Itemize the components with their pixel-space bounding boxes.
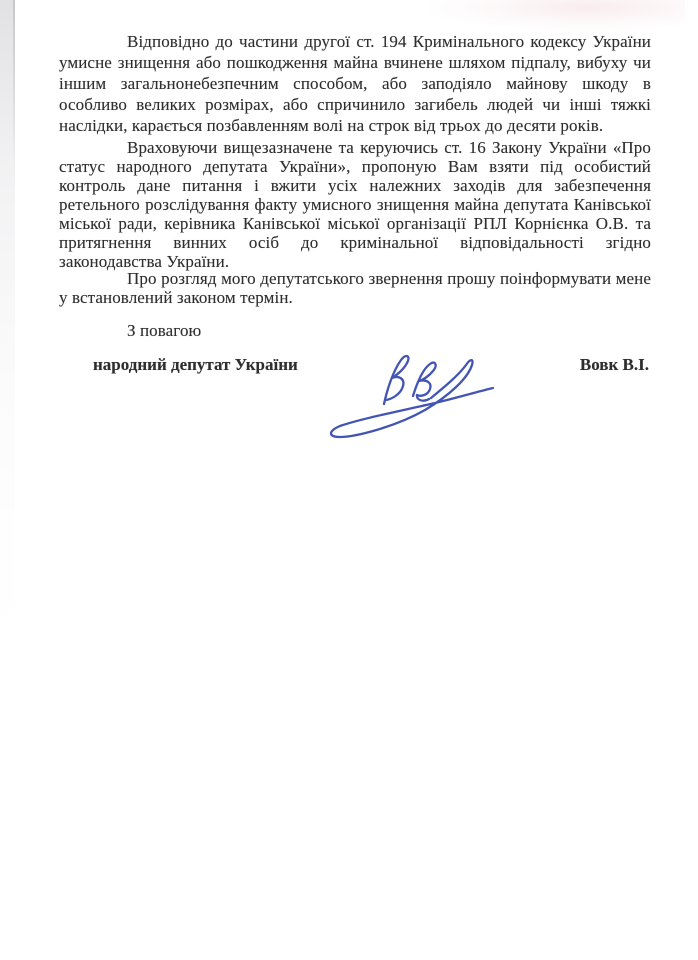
signer-title: народний депутат України xyxy=(93,355,298,374)
closing-salutation: З повагою xyxy=(127,321,202,340)
paragraph-criminal-code: Відповідно до частини другої ст. 194 Кримінального кодексу України умисне знищення або пошкодження майна вчинене шляхом підпалу, вибуху чи іншим загальнонебезпечним способом, або заподіяло майнову шкоду в особливо великих розмірах, або спричинило загибель людей чи інші тяжкі наслідки, карається позбавленням волі на строк від трьох до десяти років. xyxy=(59,32,651,135)
paragraph-inform-request: Про розгляд мого депутатського звернення прошу поінформувати мене у встановлений законом термін. xyxy=(59,269,651,307)
scan-top-smudge-artifact xyxy=(430,0,685,30)
signer-name: Вовк В.І. xyxy=(579,355,649,374)
scan-left-edge-artifact xyxy=(0,0,15,680)
signature-ink xyxy=(331,356,493,437)
paragraph-request-control: Враховуючи вищезазначене та керуючись ст. 16 Закону України «Про статус народного депутата України», пропоную Вам взяти під особистий контроль дане питання і вжити усіх належних заходів для забезпечення ретельного розслідування факту умисного знищення майна депутата Канівської міської ради, керівника Канівської міської організації РПЛ Корнієнка О.В. та притягнення винних осіб до кримінальної відповідальності згідно законодавства України. xyxy=(59,138,651,271)
scan-left-edge-line-artifact xyxy=(13,0,15,180)
handwritten-signature-icon xyxy=(300,340,520,460)
